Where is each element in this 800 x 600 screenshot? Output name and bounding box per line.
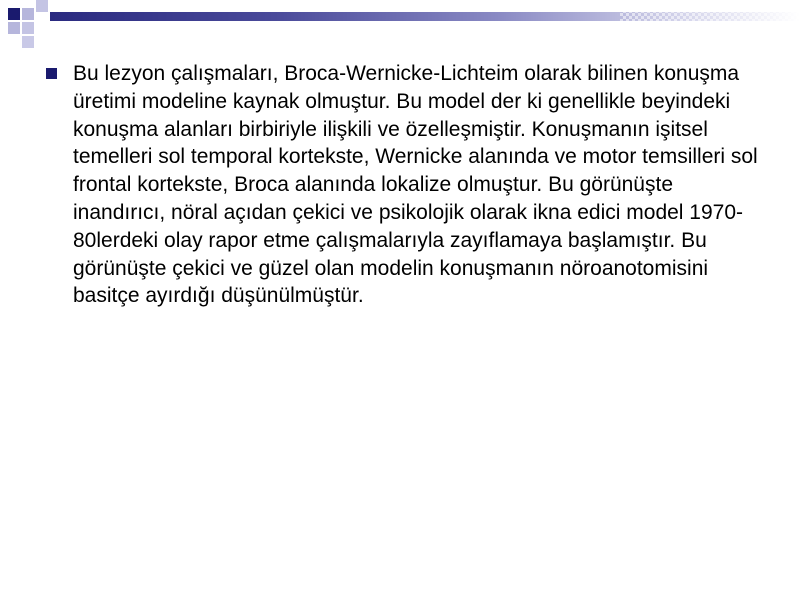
- decor-square-icon: [22, 36, 34, 48]
- decor-square-icon: [22, 8, 34, 20]
- bullet-text: Bu lezyon çalışmaları, Broca-Wernicke-Lichteim olarak bilinen konuşma üretimi modeline kaynak olmuştur. Bu model der ki genellikle beyindeki konuşma alanları birbiriyle ilişkili ve özelleşmiştir. Konuşmanın işitsel temelleri sol temporal kortekste, Wernicke alanında ve motor temsilleri sol frontal kortekste, Broca alanında lokalize olmuştur. Bu görünüşte inandırıcı, nöral açıdan çekici ve psikolojik olarak ikna edici model 1970-80lerdeki olay rapor etme çalışmalarıyla zayıflamaya başlamıştır. Bu görünüşte çekici ve güzel olan modelin konuşmanın nöroanotomisini basitçe ayırdığı düşünülmüştür.: [73, 62, 758, 308]
- decor-square-icon: [36, 0, 48, 12]
- bullet-item: [46, 60, 766, 310]
- square-bullet-icon: [46, 68, 57, 79]
- header-checker-fade: [620, 10, 800, 22]
- decor-square-icon: [8, 8, 20, 20]
- slide-body: [46, 60, 766, 310]
- decor-square-icon: [22, 22, 34, 34]
- decor-square-icon: [8, 22, 20, 34]
